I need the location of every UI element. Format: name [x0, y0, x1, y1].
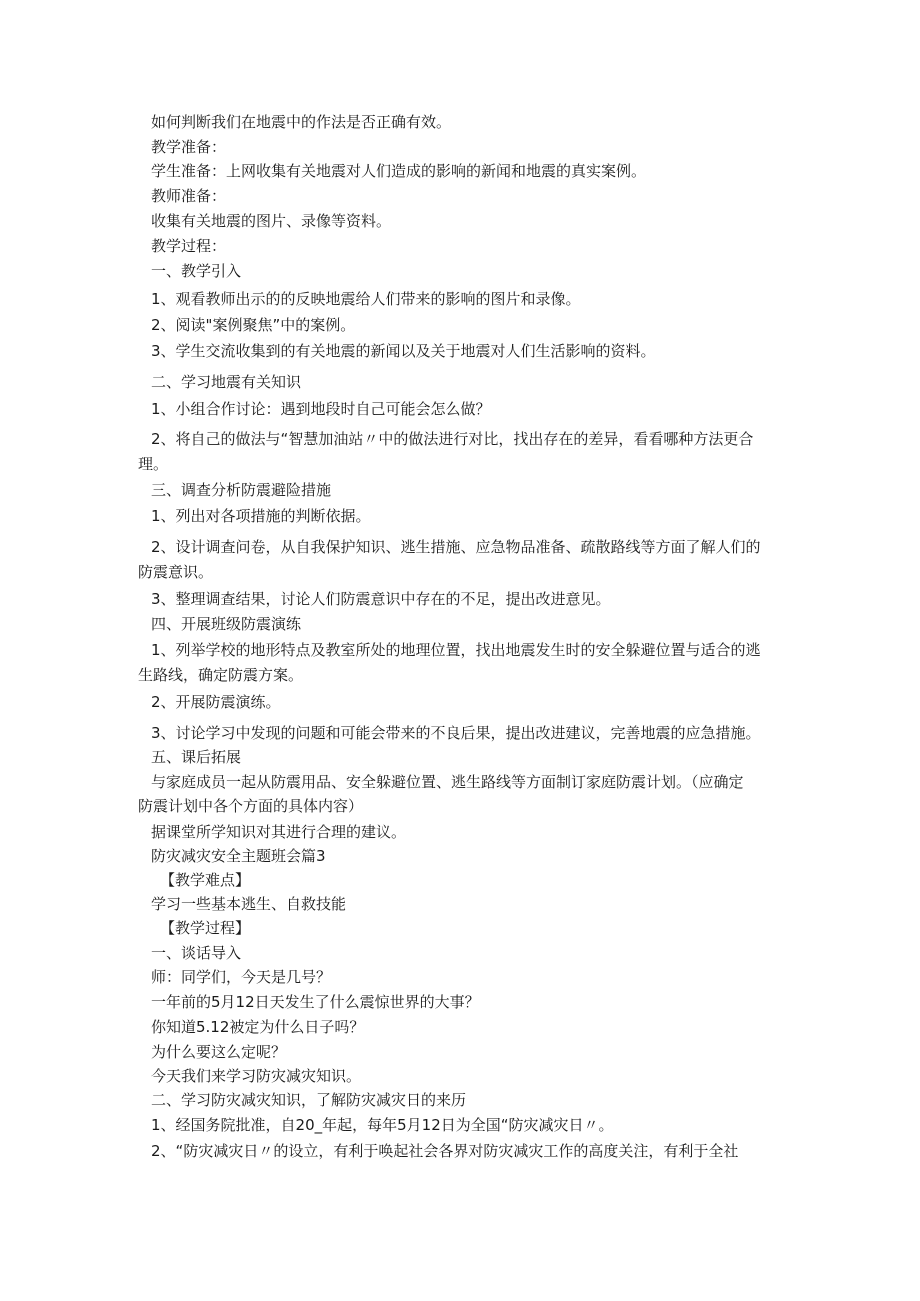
text-line: 二、学习地震有关知识	[151, 373, 302, 391]
text-line: 3、整理调查结果，讨论人们防震意识中存在的不足，提出改进意见。	[151, 590, 611, 608]
text-line: 2、设计调查问卷，从自我保护知识、逃生措施、应急物品准备、疏散路线等方面了解人们的	[151, 538, 761, 556]
text-line: 理。	[138, 455, 169, 473]
text-line: 学生准备：上网收集有关地震对人们造成的影响的新闻和地震的真实案例。	[151, 162, 647, 180]
text-line: 收集有关地震的图片、录像等资料。	[151, 212, 392, 230]
text-line: 据课堂所学知识对其进行合理的建议。	[151, 823, 407, 841]
text-line: 1、经国务院批准，自20_年起，每年5月12日为全国“防灾减灾日〃。	[151, 1116, 614, 1134]
text-line: 2、将自己的做法与“智慧加油站〃中的做法进行对比，找出存在的差异，看看哪种方法更合	[151, 430, 754, 448]
text-line: 1、观看教师出示的的反映地震给人们带来的影响的图片和录像。	[151, 290, 581, 308]
text-line: 一、教学引入	[151, 262, 242, 280]
text-line: 生路线，确定防震方案。	[138, 666, 304, 684]
text-line: 今天我们来学习防灾减灾知识。	[151, 1067, 362, 1085]
text-line: 四、开展班级防震演练	[151, 615, 302, 633]
text-line: 一年前的5月12日天发生了什么震惊世界的大事？	[151, 993, 480, 1011]
section-title: 防灾减灾安全主题班会篇3	[151, 847, 326, 865]
text-line: 3、学生交流收集到的有关地震的新闻以及关于地震对人们生活影响的资料。	[151, 342, 656, 360]
text-line: 教师准备：	[151, 187, 227, 205]
text-line: 如何判断我们在地震中的作法是否正确有效。	[151, 113, 452, 131]
text-line: 教学过程：	[151, 237, 227, 255]
text-line: 与家庭成员一起从防震用品、安全躲避位置、逃生路线等方面制订家庭防震计划。（应确定	[151, 773, 744, 791]
text-line: 1、列举学校的地形特点及教室所处的地理位置，找出地震发生时的安全躲避位置与适合的逃	[151, 641, 761, 659]
text-line: 1、小组合作讨论：遇到地段时自己可能会怎么做？	[151, 400, 491, 418]
text-line: 你知道5.12被定为什么日子吗？	[151, 1018, 365, 1036]
bracket-heading: 【教学难点】	[160, 871, 251, 889]
text-line: 防震意识。	[138, 563, 214, 581]
text-line: 2、开展防震演练。	[151, 693, 281, 711]
text-line: 二、学习防灾减灾知识，了解防灾减灾日的来历	[151, 1091, 467, 1109]
text-line: 2、“防灾减灾日〃的设立，有利于唤起社会各界对防灾减灾工作的高度关注，有利于全社	[151, 1142, 739, 1160]
text-line: 2、阅读"案例聚焦”中的案例。	[151, 316, 356, 334]
text-line: 3、讨论学习中发现的问题和可能会带来的不良后果，提出改进建议，完善地震的应急措施。	[151, 724, 761, 742]
text-line: 防震计划中各个方面的具体内容）	[138, 797, 364, 815]
text-line: 三、调查分析防震避险措施	[151, 481, 332, 499]
text-line: 一、谈话导入	[151, 944, 242, 962]
text-line: 师：同学们，今天是几号？	[151, 968, 332, 986]
bracket-heading: 【教学过程】	[160, 919, 251, 937]
text-line: 学习一些基本逃生、自救技能	[151, 895, 347, 913]
text-line: 五、课后拓展	[151, 748, 242, 766]
text-line: 教学准备：	[151, 138, 227, 156]
text-line: 为什么要这么定呢？	[151, 1043, 287, 1061]
text-line: 1、列出对各项措施的判断依据。	[151, 507, 371, 525]
